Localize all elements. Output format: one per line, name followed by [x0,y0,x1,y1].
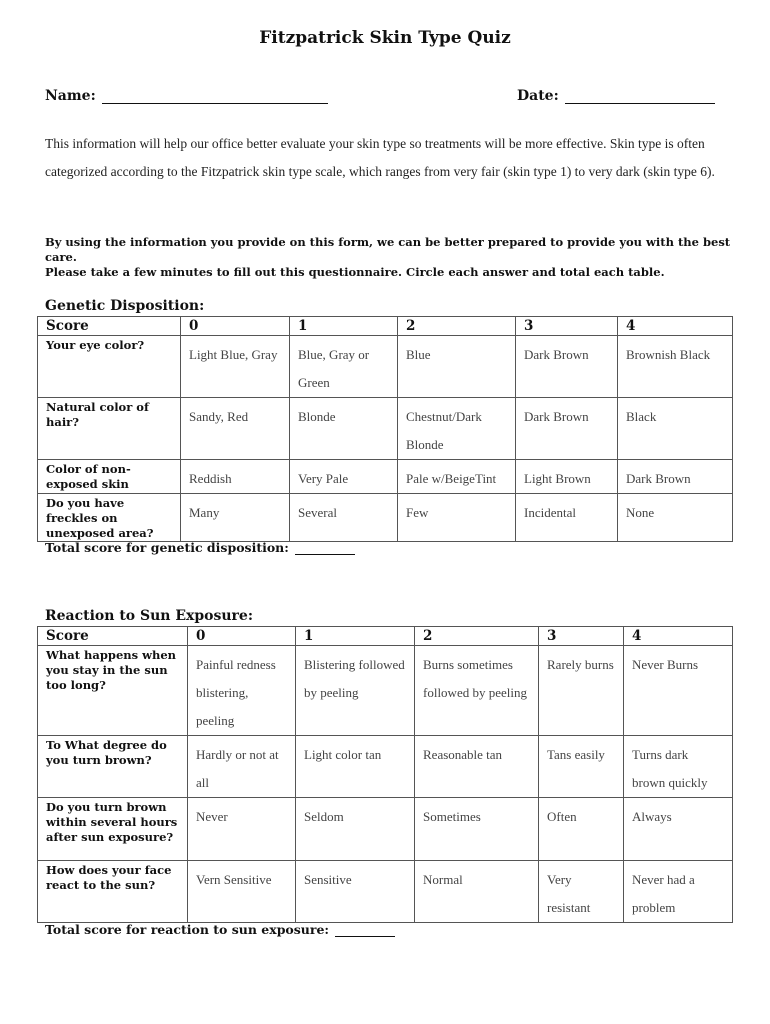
answer-option-score-1[interactable]: Seldom [296,798,415,861]
sun-total-input[interactable] [335,922,395,937]
table-row [38,460,733,494]
score-column-2: 2 [398,317,516,336]
table-row [38,398,733,460]
answer-option-score-4[interactable]: Never Burns [624,646,733,736]
score-column-1: 1 [290,317,398,336]
question-cell: Do you have freckles on unexposed area? [38,494,181,542]
score-column-0: 0 [188,627,296,646]
answer-option-score-2[interactable]: Pale w/BeigeTint [398,460,516,494]
answer-option-score-1[interactable]: Blistering followed by peeling [296,646,415,736]
answer-option-score-4[interactable]: None [618,494,733,542]
question-cell: Your eye color? [38,336,181,398]
question-cell: What happens when you stay in the sun too long? [38,646,188,736]
score-header: Score [38,317,181,336]
name-label: Name: [45,88,96,104]
answer-option-score-4[interactable]: Turns dark brown quickly [624,736,733,798]
genetic-disposition-table [37,316,733,542]
answer-option-score-4[interactable]: Brownish Black [618,336,733,398]
answer-option-score-1[interactable]: Sensitive [296,861,415,923]
score-column-1: 1 [296,627,415,646]
score-column-4: 4 [618,317,733,336]
answer-option-score-4[interactable]: Always [624,798,733,861]
table-row [38,646,733,736]
table-row [38,494,733,542]
answer-option-score-4[interactable]: Dark Brown [618,460,733,494]
answer-option-score-3[interactable]: Often [539,798,624,861]
answer-option-score-1[interactable]: Several [290,494,398,542]
answer-option-score-0[interactable]: Sandy, Red [181,398,290,460]
genetic-total-input[interactable] [295,540,355,555]
genetic-section-heading: Genetic Disposition: [45,298,205,314]
answer-option-score-3[interactable]: Rarely burns [539,646,624,736]
score-column-0: 0 [181,317,290,336]
answer-option-score-0[interactable]: Hardly or not at all [188,736,296,798]
date-field-group [517,88,715,104]
sun-total-label: Total score for reaction to sun exposure: [45,922,330,937]
answer-option-score-2[interactable]: Burns sometimes followed by peeling [415,646,539,736]
answer-option-score-2[interactable]: Chestnut/Dark Blonde [398,398,516,460]
answer-option-score-2[interactable]: Blue [398,336,516,398]
answer-option-score-1[interactable]: Light color tan [296,736,415,798]
table-header-row [38,317,733,336]
answer-option-score-3[interactable]: Dark Brown [516,398,618,460]
instructions-note-2: Please take a few minutes to fill out this questionnaire. Circle each answer and total each table. [45,265,665,279]
answer-option-score-0[interactable]: Many [181,494,290,542]
table-row [38,861,733,923]
question-cell: Color of non-exposed skin [38,460,181,494]
table-header-row [38,627,733,646]
answer-option-score-3[interactable]: Tans easily [539,736,624,798]
question-cell: To What degree do you turn brown? [38,736,188,798]
answer-option-score-3[interactable]: Light Brown [516,460,618,494]
answer-option-score-1[interactable]: Blonde [290,398,398,460]
instructions-note-1: By using the information you provide on this form, we can be better prepared to provide you with the best care. [45,235,731,264]
score-header: Score [38,627,188,646]
answer-option-score-0[interactable]: Reddish [181,460,290,494]
answer-option-score-0[interactable]: Painful redness blistering, peeling [188,646,296,736]
answer-option-score-4[interactable]: Never had a problem [624,861,733,923]
answer-option-score-0[interactable]: Never [188,798,296,861]
answer-option-score-3[interactable]: Dark Brown [516,336,618,398]
answer-option-score-2[interactable]: Sometimes [415,798,539,861]
answer-option-score-1[interactable]: Very Pale [290,460,398,494]
score-column-3: 3 [539,627,624,646]
answer-option-score-0[interactable]: Vern Sensitive [188,861,296,923]
name-field-group [45,88,328,104]
name-input-line[interactable] [102,89,328,104]
sun-section-heading: Reaction to Sun Exposure: [45,608,253,624]
score-column-2: 2 [415,627,539,646]
table-row [38,336,733,398]
answer-option-score-2[interactable]: Reasonable tan [415,736,539,798]
page-title: Fitzpatrick Skin Type Quiz [259,28,511,48]
date-label: Date: [517,88,559,104]
answer-option-score-2[interactable]: Normal [415,861,539,923]
question-cell: How does your face react to the sun? [38,861,188,923]
question-cell: Do you turn brown within several hours after sun exposure? [38,798,188,861]
answer-option-score-1[interactable]: Blue, Gray or Green [290,336,398,398]
date-input-line[interactable] [565,89,715,104]
score-column-3: 3 [516,317,618,336]
genetic-total-label: Total score for genetic disposition: [45,540,289,555]
answer-option-score-3[interactable]: Incidental [516,494,618,542]
answer-option-score-0[interactable]: Light Blue, Gray [181,336,290,398]
answer-option-score-4[interactable]: Black [618,398,733,460]
table-row [38,736,733,798]
answer-option-score-2[interactable]: Few [398,494,516,542]
question-cell: Natural color of hair? [38,398,181,460]
intro-paragraph: This information will help our office better evaluate your skin type so treatments will be more effective. Skin type is often categorized according to the Fitzpatrick skin type scale, which ranges from very fair (skin type 1) to very dark (skin type 6). [45,136,715,179]
sun-total [45,922,395,937]
genetic-total [45,540,355,555]
answer-option-score-3[interactable]: Very resistant [539,861,624,923]
table-row [38,798,733,861]
score-column-4: 4 [624,627,733,646]
sun-exposure-table [37,626,733,923]
